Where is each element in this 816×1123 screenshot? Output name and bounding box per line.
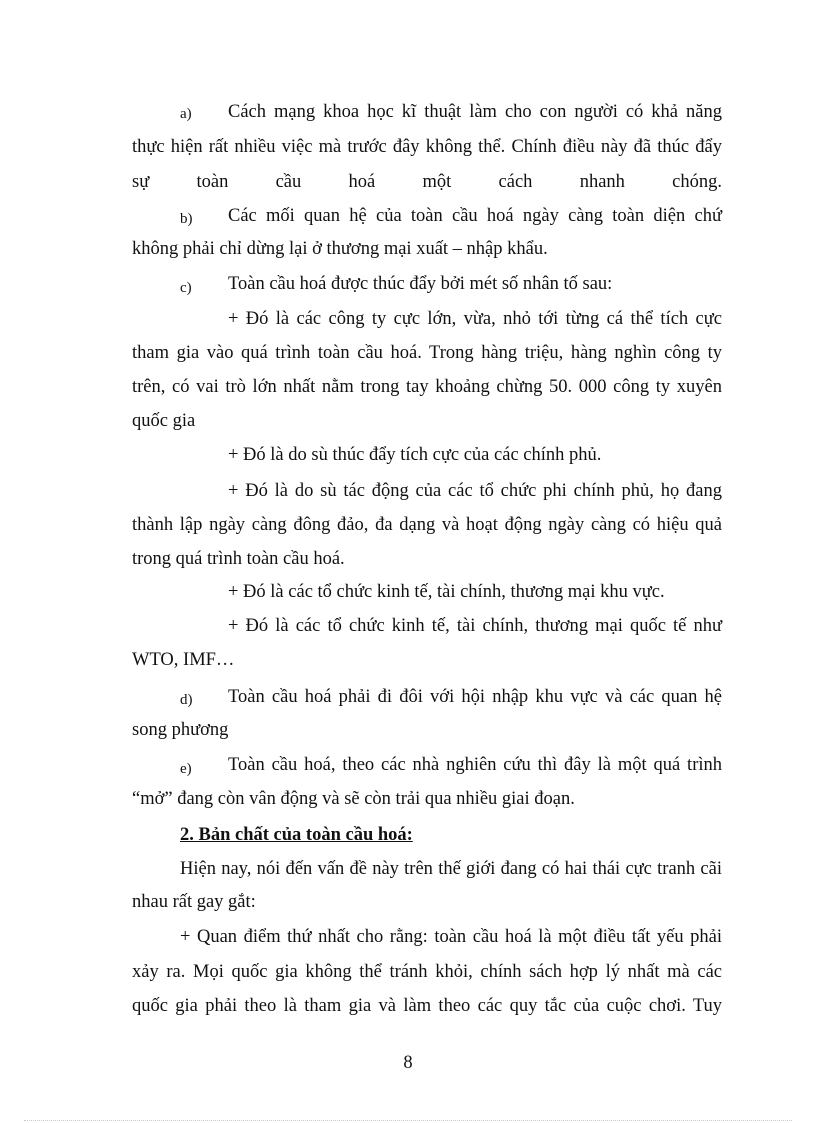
item-b-line-2: không phải chỉ dừng lại ở thương mại xuất – nhập khẩu. (132, 239, 548, 259)
item-d-line-2: song phương (132, 720, 229, 740)
item-e-marker: e) (180, 761, 192, 777)
section-2-para-1-line-1: Hiện nay, nói đến vấn đề này trên thế giới đang có hai thái cực tranh cãi (180, 859, 722, 879)
item-a-line-3: sự toàn cầu hoá một cách nhanh chóng. (132, 172, 722, 192)
factor-3-line-1: + Đó là do sù tác động của các tổ chức phi chính phủ, họ đang (228, 481, 722, 501)
item-b-line-1: Các mối quan hệ của toàn cầu hoá ngày càng toàn diện chứ (228, 206, 722, 226)
factor-3-line-2: thành lập ngày càng đông đảo, đa dạng và hoạt động ngày càng có hiệu quả (132, 515, 722, 535)
item-d-marker: d) (180, 692, 193, 708)
bottom-divider (24, 1120, 792, 1121)
item-b-marker: b) (180, 211, 193, 227)
item-a-line-2: thực hiện rất nhiều việc mà trước đây không thể. Chính điều này đã thúc đẩy (132, 137, 722, 157)
section-2-para-1-line-2: nhau rất gay gắt: (132, 892, 256, 912)
item-a-marker: a) (180, 106, 192, 122)
factor-5-line-1: + Đó là các tổ chức kinh tế, tài chính, thương mại quốc tế như (228, 616, 722, 636)
section-2-heading: 2. Bản chất của toàn cầu hoá: (180, 825, 413, 845)
section-2-para-2-line-2: xảy ra. Mọi quốc gia không thể tránh khỏi, chính sách hợp lý nhất mà các (132, 962, 722, 982)
section-2-para-2-line-3: quốc gia phải theo là tham gia và làm theo các quy tắc của cuộc chơi. Tuy (132, 996, 722, 1016)
item-e-line-1: Toàn cầu hoá, theo các nhà nghiên cứu thì đây là một quá trình (228, 755, 722, 775)
page-number: 8 (403, 1053, 413, 1073)
section-2-para-2-line-1: + Quan điểm thứ nhất cho rằng: toàn cầu hoá là một điều tất yếu phải (180, 927, 722, 947)
item-d-line-1: Toàn cầu hoá phải đi đôi với hội nhập khu vực và các quan hệ (228, 687, 722, 707)
factor-1-line-4: quốc gia (132, 411, 196, 431)
factor-4: + Đó là các tổ chức kinh tế, tài chính, thương mại khu vực. (228, 582, 665, 602)
factor-3-line-3: trong quá trình toàn cầu hoá. (132, 549, 345, 569)
factor-2: + Đó là do sù thúc đẩy tích cực của các chính phủ. (228, 445, 602, 465)
item-e-line-2: “mở” đang còn vân động và sẽ còn trải qua nhiều giai đoạn. (132, 789, 575, 809)
item-a-line-1: Cách mạng khoa học kĩ thuật làm cho con người có khả năng (228, 102, 722, 122)
factor-1-line-2: tham gia vào quá trình toàn cầu hoá. Trong hàng triệu, hàng nghìn công ty (132, 343, 722, 363)
factor-1-line-3: trên, có vai trò lớn nhất nằm trong tay khoảng chừng 50. 000 công ty xuyên (132, 377, 722, 397)
item-c-line-1: Toàn cầu hoá được thúc đẩy bởi mét số nhân tố sau: (228, 274, 613, 294)
factor-1-line-1: + Đó là các công ty cực lớn, vừa, nhỏ tới từng cá thể tích cực (228, 309, 722, 329)
factor-5-line-2: WTO, IMF… (132, 650, 235, 670)
item-c-marker: c) (180, 280, 192, 296)
